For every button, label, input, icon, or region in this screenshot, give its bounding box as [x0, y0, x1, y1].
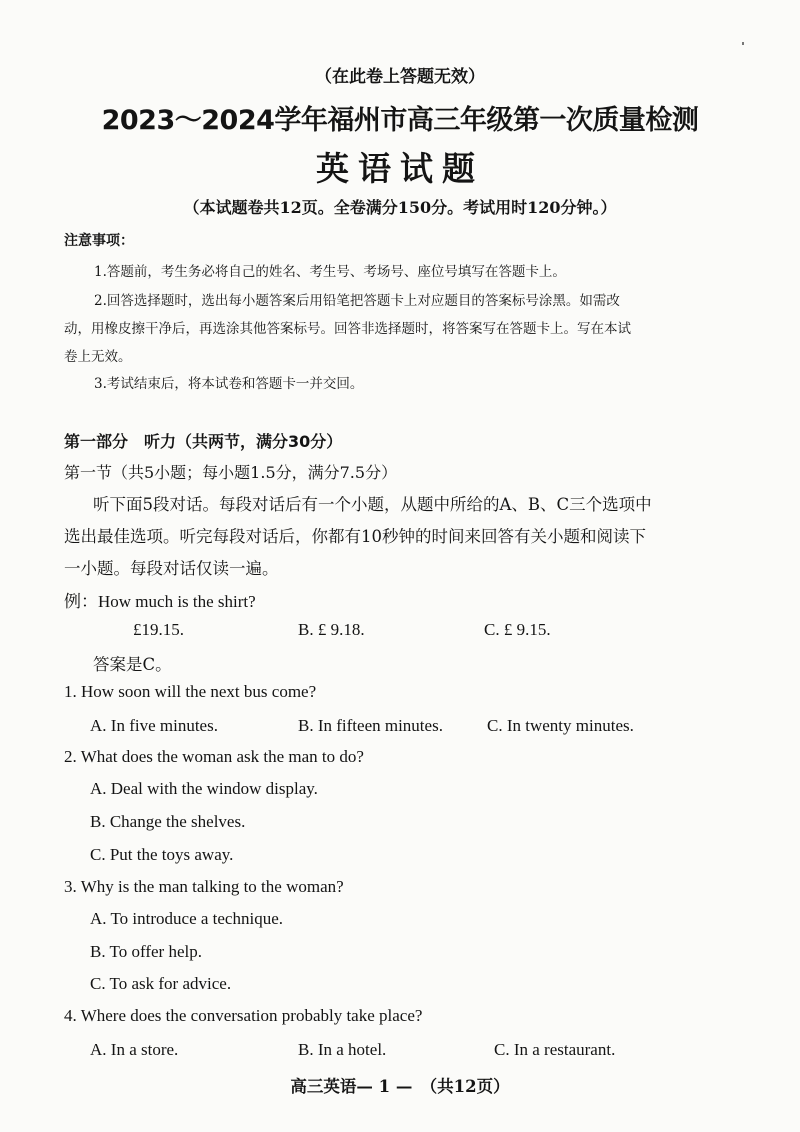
notes-item-3: 3.考试结束后，将本试卷和答题卡一并交回。	[94, 376, 364, 392]
question-2-stem: 2. What does the woman ask the man to do?	[64, 747, 364, 766]
example-option-c: C. £ 9.15.	[484, 620, 551, 639]
page-footer: 高三英语— 1 — （共12页）	[290, 1077, 510, 1096]
question-2-option-b: B. Change the shelves.	[90, 812, 246, 831]
question-1-option-a: A. In five minutes.	[90, 716, 218, 735]
instruction-line-2: 选出最佳选项。听完每段对话后，你都有10秒钟的时间来回答有关小题和阅读下	[64, 527, 646, 546]
example-option-a: £19.15.	[133, 620, 184, 639]
question-2-option-a: A. Deal with the window display.	[90, 779, 318, 798]
scan-speck	[742, 42, 744, 45]
part1-heading: 第一部分 听力（共两节，满分30分）	[64, 432, 343, 451]
section1-heading: 第一节（共5小题；每小题1.5分，满分7.5分）	[64, 463, 398, 482]
question-4-stem: 4. Where does the conversation probably take place?	[64, 1006, 423, 1025]
notes-heading: 注意事项：	[64, 233, 134, 249]
question-1-option-c: C. In twenty minutes.	[487, 716, 634, 735]
example-answer: 答案是C。	[93, 655, 172, 674]
question-3-option-a: A. To introduce a technique.	[90, 909, 283, 928]
notes-item-2-line-1: 2.回答选择题时，选出每小题答案后用铅笔把答题卡上对应题目的答案标号涂黑。如需改	[94, 293, 620, 309]
question-1-stem: 1. How soon will the next bus come?	[64, 682, 317, 701]
question-4-option-c: C. In a restaurant.	[494, 1040, 616, 1059]
exam-info: （本试题卷共12页。全卷满分150分。考试用时120分钟。）	[183, 198, 617, 217]
notes-item-2-line-3: 卷上无效。	[64, 349, 132, 365]
subject-title: 英语试题	[316, 149, 484, 188]
instruction-line-3: 一小题。每段对话仅读一遍。	[64, 559, 279, 578]
question-3-option-c: C. To ask for advice.	[90, 974, 232, 993]
instruction-line-1: 听下面5段对话。每段对话后有一个小题，从题中所给的A、B、C三个选项中	[93, 495, 652, 514]
question-2-option-c: C. Put the toys away.	[90, 845, 234, 864]
exam-title: 2023～2024学年福州市高三年级第一次质量检测	[101, 105, 699, 136]
question-4-option-a: A. In a store.	[90, 1040, 179, 1059]
notes-item-2-line-2: 动，用橡皮擦干净后，再选涂其他答案标号。回答非选择题时，将答案写在答题卡上。写在本试	[64, 321, 631, 337]
invalid-notice: （在此卷上答题无效）	[315, 67, 485, 87]
question-1-option-b: B. In fifteen minutes.	[298, 716, 443, 735]
example-option-b: B. £ 9.18.	[298, 620, 365, 639]
question-3-stem: 3. Why is the man talking to the woman?	[64, 877, 344, 896]
question-4-option-b: B. In a hotel.	[298, 1040, 387, 1059]
question-3-option-b: B. To offer help.	[90, 942, 202, 961]
notes-item-1: 1.答题前，考生务必将自己的姓名、考生号、考场号、座位号填写在答题卡上。	[94, 264, 566, 280]
example-question: 例：How much is the shirt?	[64, 592, 256, 611]
